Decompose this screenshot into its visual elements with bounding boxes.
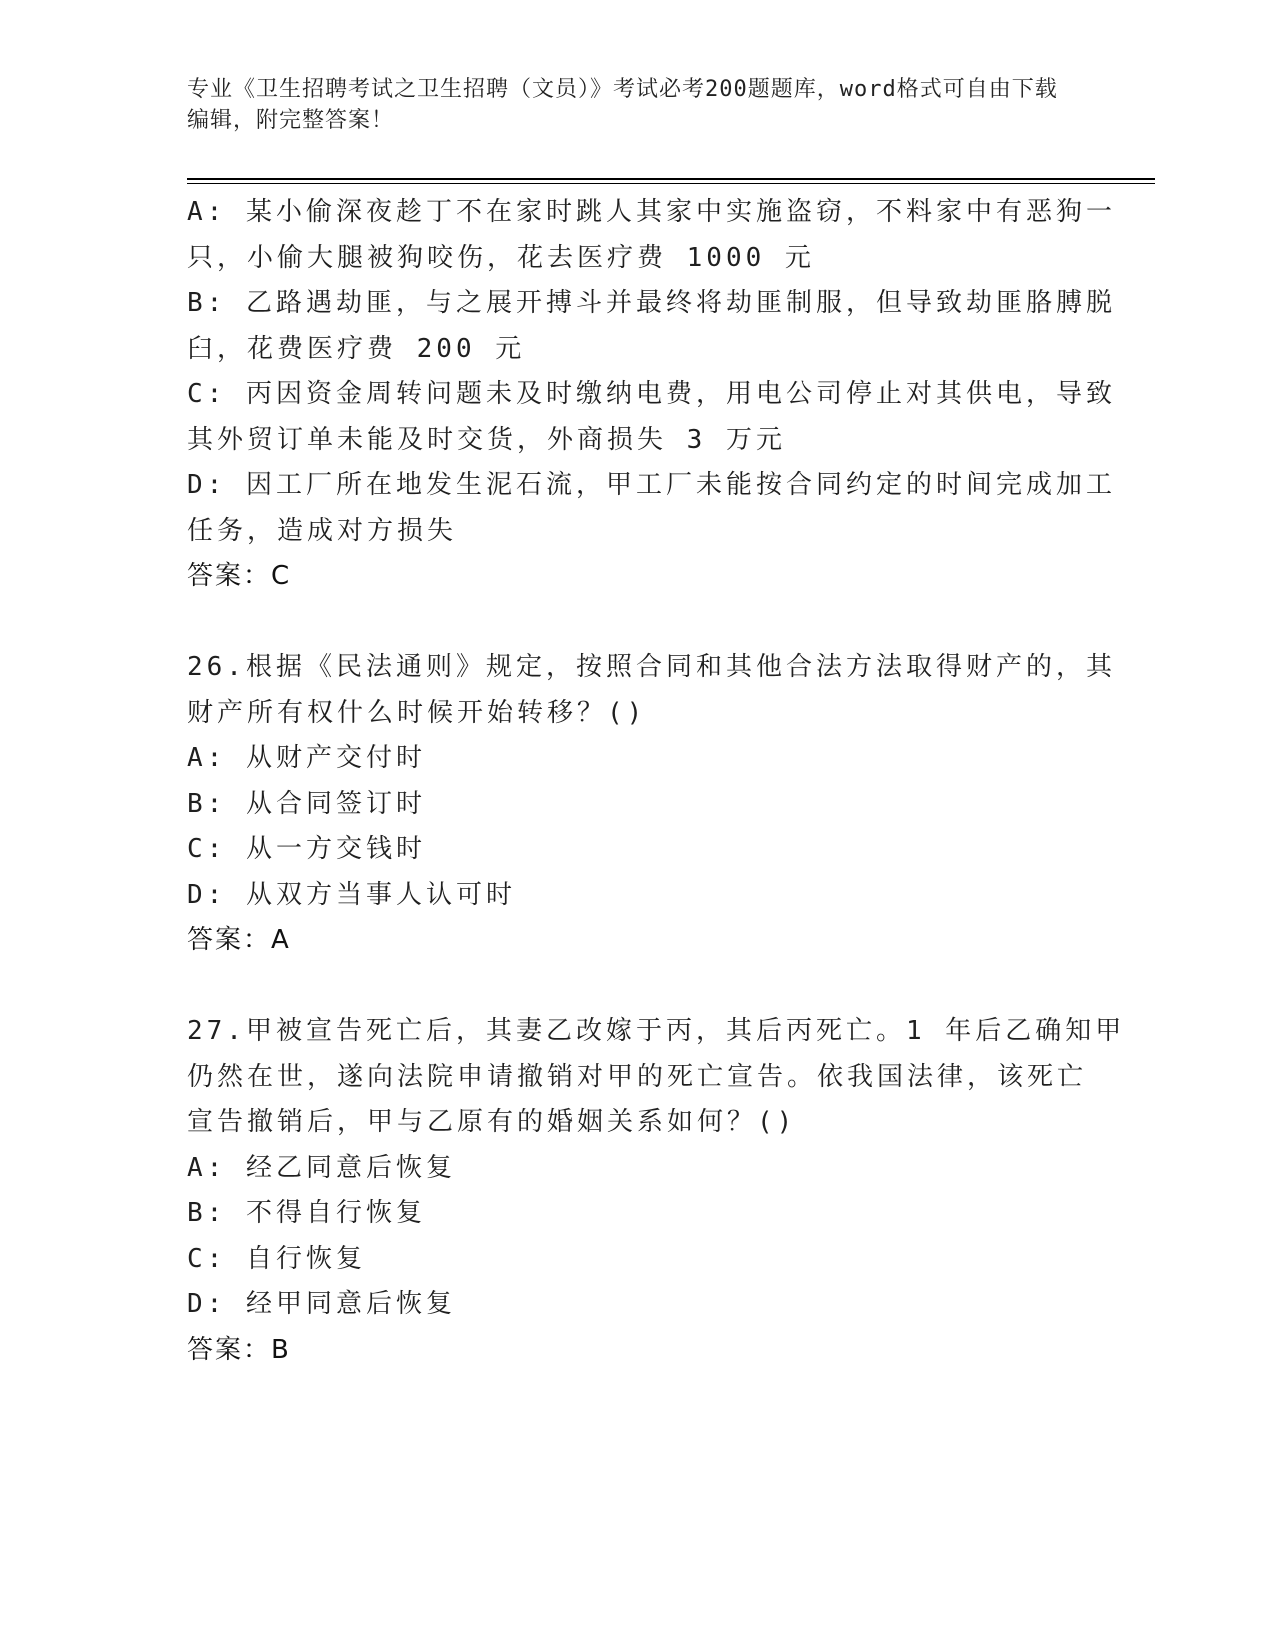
q27-stem-line3: 宣告撤销后，甲与乙原有的婚姻关系如何？() — [187, 1107, 797, 1137]
header-divider-thick — [187, 178, 1155, 180]
q25-option-d-line2: 任务，造成对方损失 — [187, 515, 458, 546]
q27-option-b: B: 不得自行恢复 — [187, 1198, 426, 1228]
q25-option-c-line2: 其外贸订单未能及时交货，外商损失 3 万元 — [187, 424, 786, 455]
q25-answer: 答案：C — [187, 561, 292, 591]
q26-answer: 答案：A — [187, 925, 291, 955]
q27-option-c: C: 自行恢复 — [187, 1243, 366, 1274]
question-spacer — [187, 600, 1077, 646]
document-header — [187, 74, 1067, 136]
q26-option-c: C: 从一方交钱时 — [187, 834, 426, 864]
q25-option-a-line1: A: 某小偷深夜趁丁不在家时跳人其家中实施盗窃，不料家中有恶狗一 — [187, 197, 1116, 227]
q27-stem-line2: 仍然在世，遂向法院申请撤销对甲的死亡宣告。依我国法律，该死亡 — [187, 1061, 1088, 1092]
q26-option-d: D: 从双方当事人认可时 — [187, 879, 516, 910]
header-divider-thin — [187, 183, 1155, 184]
question-25 — [187, 190, 1116, 600]
q25-option-a-line2: 只，小偷大腿被狗咬伤，花去医疗费 1000 元 — [187, 242, 815, 273]
q26-stem-line1: 26.根据《民法通则》规定，按照合同和其他合法方法取得财产的，其 — [187, 652, 1116, 682]
q26-option-a: A: 从财产交付时 — [187, 743, 426, 773]
q25-option-b-line2: 臼，花费医疗费 200 元 — [187, 333, 526, 364]
q27-answer: 答案：B — [187, 1334, 291, 1365]
q27-stem-line1: 27.甲被宣告死亡后，其妻乙改嫁于丙，其后丙死亡。1 年后乙确知甲 — [187, 1016, 1126, 1046]
question-content — [187, 190, 1126, 1373]
q25-option-b-line1: B: 乙路遇劫匪，与之展开搏斗并最终将劫匪制服，但导致劫匪胳膊脱 — [187, 288, 1116, 318]
q27-option-d: D: 经甲同意后恢复 — [187, 1289, 456, 1319]
q25-option-c-line1: C: 丙因资金周转问题未及时缴纳电费，用电公司停止对其供电，导致 — [187, 379, 1116, 409]
q25-option-d-line1: D: 因工厂所在地发生泥石流，甲工厂未能按合同约定的时间完成加工 — [187, 470, 1116, 500]
question-spacer — [187, 964, 1077, 1010]
question-27 — [187, 1009, 1126, 1373]
question-26 — [187, 645, 1116, 964]
q26-option-b: B: 从合同签订时 — [187, 788, 426, 819]
header-title: 专业《卫生招聘考试之卫生招聘（文员）》考试必考200题题库，word格式可自由下载编辑，附完整答案！ — [187, 77, 1058, 133]
q26-stem-line2: 财产所有权什么时候开始转移？() — [187, 697, 647, 728]
q27-option-a: A: 经乙同意后恢复 — [187, 1152, 456, 1183]
